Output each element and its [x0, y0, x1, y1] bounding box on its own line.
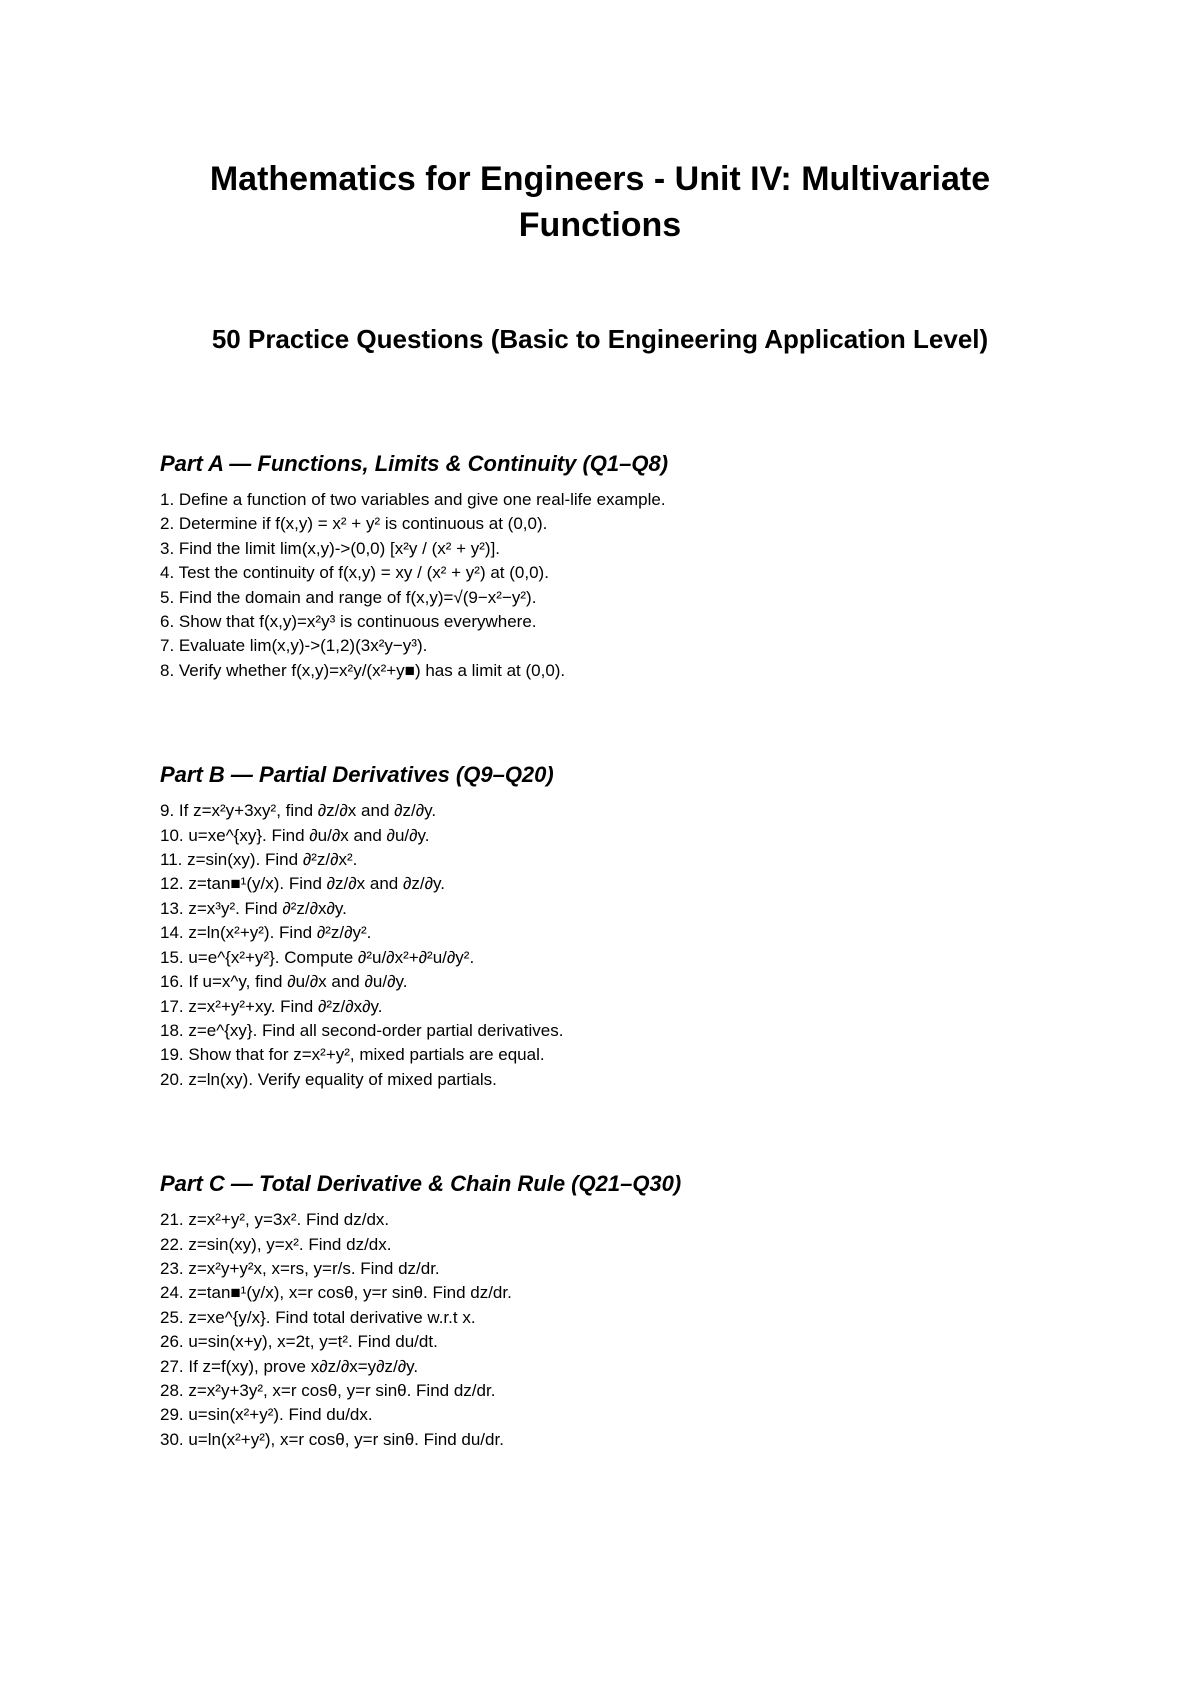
- question-item: 7. Evaluate lim(x,y)->(1,2)(3x²y−y³).: [160, 636, 428, 656]
- question-list: [160, 1208, 1040, 1452]
- question-item: 4. Test the continuity of f(x,y) = xy / (x² + y²) at (0,0).: [160, 563, 549, 583]
- question-list: [160, 488, 1040, 683]
- section-part-b: [160, 761, 1040, 1092]
- question-item: 30. u=ln(x²+y²), x=r cosθ, y=r sinθ. Find du/dr.: [160, 1429, 504, 1449]
- question-item: 8. Verify whether f(x,y)=x²y/(x²+y■) has a limit at (0,0).: [160, 660, 566, 680]
- question-item: 9. If z=x²y+3xy², find ∂z/∂x and ∂z/∂y.: [160, 801, 437, 821]
- section-heading: Part C — Total Derivative & Chain Rule (Q21–Q30): [160, 1171, 682, 1197]
- question-item: 26. u=sin(x+y), x=2t, y=t². Find du/dt.: [160, 1332, 438, 1352]
- question-item: 22. z=sin(xy), y=x². Find dz/dx.: [160, 1234, 392, 1254]
- section-heading: Part A — Functions, Limits & Continuity (Q1–Q8): [160, 451, 669, 476]
- question-item: 28. z=x²y+3y², x=r cosθ, y=r sinθ. Find dz/dr.: [160, 1380, 496, 1400]
- question-item: 25. z=xe^{y/x}. Find total derivative w.r.t x.: [160, 1307, 476, 1327]
- section-part-a: [160, 450, 1040, 683]
- question-item: 18. z=e^{xy}. Find all second-order partial derivatives.: [160, 1020, 564, 1040]
- question-item: 19. Show that for z=x²+y², mixed partials are equal.: [160, 1045, 545, 1065]
- question-item: 10. u=xe^{xy}. Find ∂u/∂x and ∂u/∂y.: [160, 825, 430, 845]
- question-item: 27. If z=f(xy), prove x∂z/∂x=y∂z/∂y.: [160, 1356, 419, 1376]
- question-item: 1. Define a function of two variables and give one real-life example.: [160, 490, 666, 509]
- question-item: 21. z=x²+y², y=3x². Find dz/dx.: [160, 1210, 390, 1230]
- question-item: 2. Determine if f(x,y) = x² + y² is continuous at (0,0).: [160, 514, 548, 534]
- section-part-c: [160, 1170, 1040, 1452]
- question-item: 17. z=x²+y²+xy. Find ∂²z/∂x∂y.: [160, 996, 383, 1016]
- question-item: 11. z=sin(xy). Find ∂²z/∂x².: [160, 850, 358, 870]
- question-item: 13. z=x³y². Find ∂²z/∂x∂y.: [160, 898, 347, 918]
- question-item: 24. z=tan■¹(y/x), x=r cosθ, y=r sinθ. Find dz/dr.: [160, 1283, 512, 1303]
- section-heading: Part B — Partial Derivatives (Q9–Q20): [160, 762, 554, 788]
- question-item: 6. Show that f(x,y)=x²y³ is continuous everywhere.: [160, 612, 537, 632]
- question-list: [160, 799, 1040, 1092]
- question-item: 15. u=e^{x²+y²}. Compute ∂²u/∂x²+∂²u/∂y².: [160, 947, 475, 967]
- question-item: 5. Find the domain and range of f(x,y)=√(9−x²−y²).: [160, 587, 537, 607]
- page-subtitle: 50 Practice Questions (Basic to Engineering Application Level): [211, 324, 989, 354]
- page-title: Mathematics for Engineers - Unit IV: Multivariate Functions: [209, 160, 991, 244]
- question-item: 3. Find the limit lim(x,y)->(0,0) [x²y / (x² + y²)].: [160, 538, 501, 558]
- question-item: 14. z=ln(x²+y²). Find ∂²z/∂y².: [160, 923, 372, 943]
- question-item: 16. If u=x^y, find ∂u/∂x and ∂u/∂y.: [160, 972, 408, 992]
- question-item: 20. z=ln(xy). Verify equality of mixed partials.: [160, 1069, 497, 1089]
- question-item: 29. u=sin(x²+y²). Find du/dx.: [160, 1405, 373, 1425]
- question-item: 23. z=x²y+y²x, x=rs, y=r/s. Find dz/dr.: [160, 1258, 440, 1278]
- question-item: 12. z=tan■¹(y/x). Find ∂z/∂x and ∂z/∂y.: [160, 874, 445, 894]
